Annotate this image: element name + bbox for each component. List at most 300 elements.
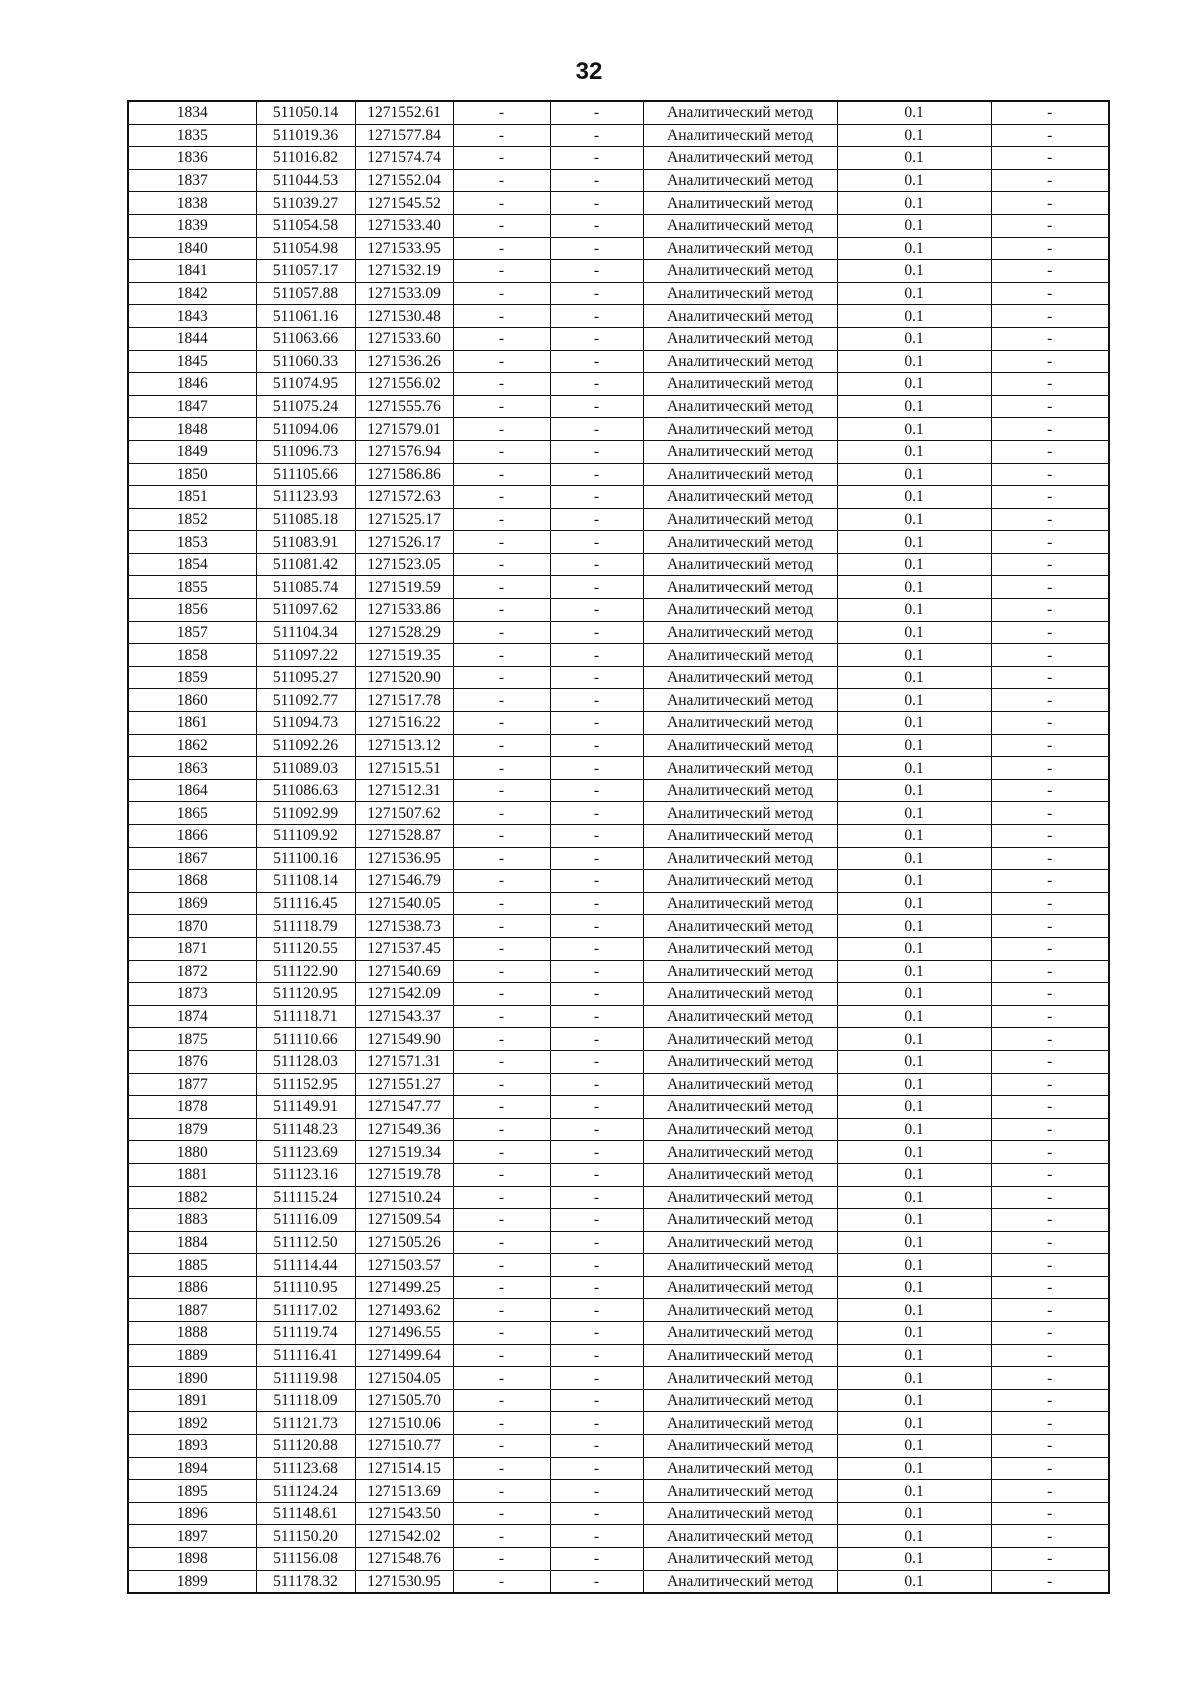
dash-cell-b: - <box>550 779 643 802</box>
method-cell: Аналитический метод <box>643 825 837 848</box>
dash-cell-b: - <box>550 418 643 441</box>
table-row <box>128 937 1109 960</box>
y-coordinate-cell: 1271499.25 <box>355 1276 453 1299</box>
x-coordinate-cell: 511057.88 <box>256 282 355 305</box>
dash-cell-c: - <box>991 1209 1109 1232</box>
method-cell: Аналитический метод <box>643 1096 837 1119</box>
x-coordinate-cell: 511156.08 <box>256 1548 355 1571</box>
method-cell: Аналитический метод <box>643 1570 837 1593</box>
dash-cell-b: - <box>550 1118 643 1141</box>
accuracy-cell: 0.1 <box>837 1163 991 1186</box>
dash-cell-c: - <box>991 1254 1109 1277</box>
dash-cell-b: - <box>550 553 643 576</box>
accuracy-cell: 0.1 <box>837 147 991 170</box>
table-row <box>128 576 1109 599</box>
y-coordinate-cell: 1271540.69 <box>355 960 453 983</box>
dash-cell-c: - <box>991 892 1109 915</box>
point-number-cell: 1842 <box>128 282 256 305</box>
x-coordinate-cell: 511119.98 <box>256 1367 355 1390</box>
dash-cell-b: - <box>550 802 643 825</box>
method-cell: Аналитический метод <box>643 599 837 622</box>
dash-cell-b: - <box>550 1570 643 1593</box>
dash-cell-a: - <box>453 847 550 870</box>
dash-cell-c: - <box>991 327 1109 350</box>
point-number-cell: 1834 <box>128 101 256 124</box>
table-row <box>128 825 1109 848</box>
method-cell: Аналитический метод <box>643 644 837 667</box>
y-coordinate-cell: 1271555.76 <box>355 395 453 418</box>
accuracy-cell: 0.1 <box>837 440 991 463</box>
point-number-cell: 1854 <box>128 553 256 576</box>
dash-cell-a: - <box>453 1163 550 1186</box>
accuracy-cell: 0.1 <box>837 1276 991 1299</box>
table-row <box>128 395 1109 418</box>
y-coordinate-cell: 1271542.09 <box>355 983 453 1006</box>
method-cell: Аналитический метод <box>643 486 837 509</box>
accuracy-cell: 0.1 <box>837 1570 991 1593</box>
table-row <box>128 1548 1109 1571</box>
point-number-cell: 1868 <box>128 870 256 893</box>
point-number-cell: 1875 <box>128 1028 256 1051</box>
table-row <box>128 463 1109 486</box>
y-coordinate-cell: 1271533.60 <box>355 327 453 350</box>
dash-cell-c: - <box>991 712 1109 735</box>
y-coordinate-cell: 1271543.37 <box>355 1005 453 1028</box>
x-coordinate-cell: 511123.93 <box>256 486 355 509</box>
x-coordinate-cell: 511148.61 <box>256 1502 355 1525</box>
dash-cell-b: - <box>550 1231 643 1254</box>
dash-cell-b: - <box>550 373 643 396</box>
dash-cell-b: - <box>550 734 643 757</box>
x-coordinate-cell: 511118.79 <box>256 915 355 938</box>
method-cell: Аналитический метод <box>643 147 837 170</box>
dash-cell-a: - <box>453 779 550 802</box>
x-coordinate-cell: 511074.95 <box>256 373 355 396</box>
point-number-cell: 1860 <box>128 689 256 712</box>
x-coordinate-cell: 511149.91 <box>256 1096 355 1119</box>
method-cell: Аналитический метод <box>643 101 837 124</box>
accuracy-cell: 0.1 <box>837 463 991 486</box>
x-coordinate-cell: 511116.41 <box>256 1344 355 1367</box>
y-coordinate-cell: 1271546.79 <box>355 870 453 893</box>
table-row <box>128 734 1109 757</box>
method-cell: Аналитический метод <box>643 1457 837 1480</box>
accuracy-cell: 0.1 <box>837 892 991 915</box>
accuracy-cell: 0.1 <box>837 1254 991 1277</box>
point-number-cell: 1895 <box>128 1480 256 1503</box>
dash-cell-a: - <box>453 802 550 825</box>
accuracy-cell: 0.1 <box>837 825 991 848</box>
dash-cell-b: - <box>550 508 643 531</box>
dash-cell-a: - <box>453 237 550 260</box>
dash-cell-b: - <box>550 1322 643 1345</box>
method-cell: Аналитический метод <box>643 1276 837 1299</box>
x-coordinate-cell: 511063.66 <box>256 327 355 350</box>
method-cell: Аналитический метод <box>643 1163 837 1186</box>
dash-cell-b: - <box>550 599 643 622</box>
y-coordinate-cell: 1271549.36 <box>355 1118 453 1141</box>
point-number-cell: 1891 <box>128 1389 256 1412</box>
dash-cell-b: - <box>550 576 643 599</box>
method-cell: Аналитический метод <box>643 350 837 373</box>
table-row <box>128 1457 1109 1480</box>
x-coordinate-cell: 511085.74 <box>256 576 355 599</box>
dash-cell-a: - <box>453 1299 550 1322</box>
accuracy-cell: 0.1 <box>837 214 991 237</box>
point-number-cell: 1858 <box>128 644 256 667</box>
table-row <box>128 1480 1109 1503</box>
dash-cell-a: - <box>453 1525 550 1548</box>
point-number-cell: 1886 <box>128 1276 256 1299</box>
dash-cell-b: - <box>550 892 643 915</box>
y-coordinate-cell: 1271509.54 <box>355 1209 453 1232</box>
y-coordinate-cell: 1271519.59 <box>355 576 453 599</box>
dash-cell-b: - <box>550 440 643 463</box>
method-cell: Аналитический метод <box>643 192 837 215</box>
table-row <box>128 802 1109 825</box>
dash-cell-c: - <box>991 644 1109 667</box>
method-cell: Аналитический метод <box>643 802 837 825</box>
dash-cell-a: - <box>453 734 550 757</box>
method-cell: Аналитический метод <box>643 960 837 983</box>
accuracy-cell: 0.1 <box>837 192 991 215</box>
dash-cell-a: - <box>453 1367 550 1390</box>
dash-cell-c: - <box>991 192 1109 215</box>
dash-cell-b: - <box>550 825 643 848</box>
point-number-cell: 1855 <box>128 576 256 599</box>
point-number-cell: 1871 <box>128 937 256 960</box>
method-cell: Аналитический метод <box>643 305 837 328</box>
y-coordinate-cell: 1271526.17 <box>355 531 453 554</box>
dash-cell-c: - <box>991 870 1109 893</box>
dash-cell-c: - <box>991 1276 1109 1299</box>
point-number-cell: 1843 <box>128 305 256 328</box>
x-coordinate-cell: 511092.99 <box>256 802 355 825</box>
point-number-cell: 1888 <box>128 1322 256 1345</box>
dash-cell-b: - <box>550 1096 643 1119</box>
table-row <box>128 553 1109 576</box>
y-coordinate-cell: 1271513.12 <box>355 734 453 757</box>
y-coordinate-cell: 1271533.86 <box>355 599 453 622</box>
dash-cell-b: - <box>550 1548 643 1571</box>
accuracy-cell: 0.1 <box>837 1209 991 1232</box>
dash-cell-b: - <box>550 282 643 305</box>
x-coordinate-cell: 511089.03 <box>256 757 355 780</box>
dash-cell-a: - <box>453 440 550 463</box>
dash-cell-c: - <box>991 508 1109 531</box>
dash-cell-b: - <box>550 192 643 215</box>
table-row <box>128 1050 1109 1073</box>
x-coordinate-cell: 511061.16 <box>256 305 355 328</box>
x-coordinate-cell: 511054.58 <box>256 214 355 237</box>
point-number-cell: 1838 <box>128 192 256 215</box>
dash-cell-c: - <box>991 1231 1109 1254</box>
x-coordinate-cell: 511112.50 <box>256 1231 355 1254</box>
accuracy-cell: 0.1 <box>837 1389 991 1412</box>
method-cell: Аналитический метод <box>643 1412 837 1435</box>
dash-cell-b: - <box>550 757 643 780</box>
y-coordinate-cell: 1271542.02 <box>355 1525 453 1548</box>
y-coordinate-cell: 1271505.70 <box>355 1389 453 1412</box>
accuracy-cell: 0.1 <box>837 689 991 712</box>
accuracy-cell: 0.1 <box>837 712 991 735</box>
accuracy-cell: 0.1 <box>837 282 991 305</box>
y-coordinate-cell: 1271551.27 <box>355 1073 453 1096</box>
dash-cell-a: - <box>453 1254 550 1277</box>
accuracy-cell: 0.1 <box>837 576 991 599</box>
dash-cell-b: - <box>550 1141 643 1164</box>
dash-cell-a: - <box>453 101 550 124</box>
dash-cell-b: - <box>550 689 643 712</box>
y-coordinate-cell: 1271519.35 <box>355 644 453 667</box>
x-coordinate-cell: 511116.45 <box>256 892 355 915</box>
accuracy-cell: 0.1 <box>837 327 991 350</box>
dash-cell-a: - <box>453 192 550 215</box>
dash-cell-b: - <box>550 847 643 870</box>
table-row <box>128 440 1109 463</box>
table-row <box>128 870 1109 893</box>
y-coordinate-cell: 1271549.90 <box>355 1028 453 1051</box>
x-coordinate-cell: 511121.73 <box>256 1412 355 1435</box>
dash-cell-c: - <box>991 1480 1109 1503</box>
point-number-cell: 1893 <box>128 1435 256 1458</box>
dash-cell-a: - <box>453 350 550 373</box>
y-coordinate-cell: 1271512.31 <box>355 779 453 802</box>
dash-cell-c: - <box>991 553 1109 576</box>
coordinates-table <box>127 100 1110 1594</box>
dash-cell-a: - <box>453 418 550 441</box>
point-number-cell: 1841 <box>128 260 256 283</box>
method-cell: Аналитический метод <box>643 1344 837 1367</box>
table-row <box>128 1118 1109 1141</box>
dash-cell-b: - <box>550 1344 643 1367</box>
method-cell: Аналитический метод <box>643 734 837 757</box>
method-cell: Аналитический метод <box>643 1050 837 1073</box>
dash-cell-c: - <box>991 802 1109 825</box>
dash-cell-c: - <box>991 169 1109 192</box>
x-coordinate-cell: 511097.62 <box>256 599 355 622</box>
accuracy-cell: 0.1 <box>837 124 991 147</box>
method-cell: Аналитический метод <box>643 553 837 576</box>
method-cell: Аналитический метод <box>643 757 837 780</box>
point-number-cell: 1870 <box>128 915 256 938</box>
accuracy-cell: 0.1 <box>837 508 991 531</box>
dash-cell-a: - <box>453 892 550 915</box>
table-row <box>128 1570 1109 1593</box>
point-number-cell: 1869 <box>128 892 256 915</box>
method-cell: Аналитический метод <box>643 1073 837 1096</box>
dash-cell-a: - <box>453 1502 550 1525</box>
dash-cell-a: - <box>453 1073 550 1096</box>
y-coordinate-cell: 1271505.26 <box>355 1231 453 1254</box>
accuracy-cell: 0.1 <box>837 757 991 780</box>
dash-cell-a: - <box>453 1028 550 1051</box>
x-coordinate-cell: 511118.09 <box>256 1389 355 1412</box>
y-coordinate-cell: 1271510.06 <box>355 1412 453 1435</box>
accuracy-cell: 0.1 <box>837 237 991 260</box>
point-number-cell: 1897 <box>128 1525 256 1548</box>
y-coordinate-cell: 1271516.22 <box>355 712 453 735</box>
coordinates-table-body <box>128 101 1109 1593</box>
dash-cell-b: - <box>550 214 643 237</box>
dash-cell-b: - <box>550 169 643 192</box>
table-row <box>128 1322 1109 1345</box>
dash-cell-c: - <box>991 1548 1109 1571</box>
table-row <box>128 1186 1109 1209</box>
method-cell: Аналитический метод <box>643 1548 837 1571</box>
dash-cell-c: - <box>991 1050 1109 1073</box>
point-number-cell: 1892 <box>128 1412 256 1435</box>
dash-cell-c: - <box>991 825 1109 848</box>
point-number-cell: 1887 <box>128 1299 256 1322</box>
dash-cell-c: - <box>991 937 1109 960</box>
method-cell: Аналитический метод <box>643 1186 837 1209</box>
y-coordinate-cell: 1271528.29 <box>355 621 453 644</box>
table-row <box>128 101 1109 124</box>
table-row <box>128 1096 1109 1119</box>
dash-cell-c: - <box>991 1344 1109 1367</box>
method-cell: Аналитический метод <box>643 1389 837 1412</box>
method-cell: Аналитический метод <box>643 440 837 463</box>
point-number-cell: 1863 <box>128 757 256 780</box>
dash-cell-c: - <box>991 734 1109 757</box>
dash-cell-b: - <box>550 1412 643 1435</box>
method-cell: Аналитический метод <box>643 666 837 689</box>
y-coordinate-cell: 1271515.51 <box>355 757 453 780</box>
dash-cell-a: - <box>453 1389 550 1412</box>
table-row <box>128 712 1109 735</box>
method-cell: Аналитический метод <box>643 779 837 802</box>
dash-cell-b: - <box>550 1525 643 1548</box>
accuracy-cell: 0.1 <box>837 1186 991 1209</box>
dash-cell-c: - <box>991 757 1109 780</box>
method-cell: Аналитический метод <box>643 1231 837 1254</box>
y-coordinate-cell: 1271545.52 <box>355 192 453 215</box>
y-coordinate-cell: 1271520.90 <box>355 666 453 689</box>
y-coordinate-cell: 1271525.17 <box>355 508 453 531</box>
table-row <box>128 1525 1109 1548</box>
accuracy-cell: 0.1 <box>837 169 991 192</box>
x-coordinate-cell: 511060.33 <box>256 350 355 373</box>
dash-cell-c: - <box>991 282 1109 305</box>
x-coordinate-cell: 511092.26 <box>256 734 355 757</box>
y-coordinate-cell: 1271504.05 <box>355 1367 453 1390</box>
y-coordinate-cell: 1271574.74 <box>355 147 453 170</box>
accuracy-cell: 0.1 <box>837 418 991 441</box>
dash-cell-b: - <box>550 1073 643 1096</box>
dash-cell-b: - <box>550 260 643 283</box>
accuracy-cell: 0.1 <box>837 1005 991 1028</box>
dash-cell-c: - <box>991 1389 1109 1412</box>
dash-cell-a: - <box>453 1141 550 1164</box>
accuracy-cell: 0.1 <box>837 350 991 373</box>
table-row <box>128 599 1109 622</box>
method-cell: Аналитический метод <box>643 983 837 1006</box>
method-cell: Аналитический метод <box>643 1141 837 1164</box>
accuracy-cell: 0.1 <box>837 260 991 283</box>
point-number-cell: 1865 <box>128 802 256 825</box>
method-cell: Аналитический метод <box>643 1322 837 1345</box>
dash-cell-b: - <box>550 486 643 509</box>
dash-cell-c: - <box>991 983 1109 1006</box>
dash-cell-b: - <box>550 1209 643 1232</box>
table-row <box>128 960 1109 983</box>
table-row <box>128 915 1109 938</box>
point-number-cell: 1883 <box>128 1209 256 1232</box>
point-number-cell: 1850 <box>128 463 256 486</box>
dash-cell-a: - <box>453 260 550 283</box>
y-coordinate-cell: 1271536.26 <box>355 350 453 373</box>
method-cell: Аналитический метод <box>643 621 837 644</box>
accuracy-cell: 0.1 <box>837 101 991 124</box>
accuracy-cell: 0.1 <box>837 779 991 802</box>
point-number-cell: 1835 <box>128 124 256 147</box>
dash-cell-a: - <box>453 1344 550 1367</box>
table-row <box>128 327 1109 350</box>
table-row <box>128 1344 1109 1367</box>
dash-cell-a: - <box>453 757 550 780</box>
y-coordinate-cell: 1271579.01 <box>355 418 453 441</box>
accuracy-cell: 0.1 <box>837 1073 991 1096</box>
dash-cell-b: - <box>550 1367 643 1390</box>
dash-cell-c: - <box>991 1435 1109 1458</box>
x-coordinate-cell: 511110.95 <box>256 1276 355 1299</box>
method-cell: Аналитический метод <box>643 1209 837 1232</box>
accuracy-cell: 0.1 <box>837 486 991 509</box>
table-row <box>128 350 1109 373</box>
method-cell: Аналитический метод <box>643 418 837 441</box>
accuracy-cell: 0.1 <box>837 1412 991 1435</box>
accuracy-cell: 0.1 <box>837 1118 991 1141</box>
y-coordinate-cell: 1271533.40 <box>355 214 453 237</box>
accuracy-cell: 0.1 <box>837 983 991 1006</box>
page-number: 32 <box>575 58 603 85</box>
x-coordinate-cell: 511096.73 <box>256 440 355 463</box>
dash-cell-c: - <box>991 689 1109 712</box>
dash-cell-a: - <box>453 1570 550 1593</box>
dash-cell-b: - <box>550 937 643 960</box>
method-cell: Аналитический метод <box>643 373 837 396</box>
method-cell: Аналитический метод <box>643 937 837 960</box>
accuracy-cell: 0.1 <box>837 1322 991 1345</box>
y-coordinate-cell: 1271548.76 <box>355 1548 453 1571</box>
dash-cell-b: - <box>550 1254 643 1277</box>
dash-cell-c: - <box>991 1141 1109 1164</box>
accuracy-cell: 0.1 <box>837 870 991 893</box>
method-cell: Аналитический метод <box>643 282 837 305</box>
table-row <box>128 892 1109 915</box>
x-coordinate-cell: 511122.90 <box>256 960 355 983</box>
table-row <box>128 214 1109 237</box>
x-coordinate-cell: 511057.17 <box>256 260 355 283</box>
dash-cell-a: - <box>453 1435 550 1458</box>
table-row <box>128 237 1109 260</box>
y-coordinate-cell: 1271547.77 <box>355 1096 453 1119</box>
dash-cell-b: - <box>550 1389 643 1412</box>
dash-cell-c: - <box>991 260 1109 283</box>
y-coordinate-cell: 1271533.95 <box>355 237 453 260</box>
x-coordinate-cell: 511118.71 <box>256 1005 355 1028</box>
x-coordinate-cell: 511094.06 <box>256 418 355 441</box>
point-number-cell: 1885 <box>128 1254 256 1277</box>
dash-cell-b: - <box>550 1502 643 1525</box>
point-number-cell: 1845 <box>128 350 256 373</box>
table-row <box>128 1141 1109 1164</box>
table-row <box>128 666 1109 689</box>
dash-cell-c: - <box>991 237 1109 260</box>
dash-cell-b: - <box>550 395 643 418</box>
point-number-cell: 1873 <box>128 983 256 1006</box>
